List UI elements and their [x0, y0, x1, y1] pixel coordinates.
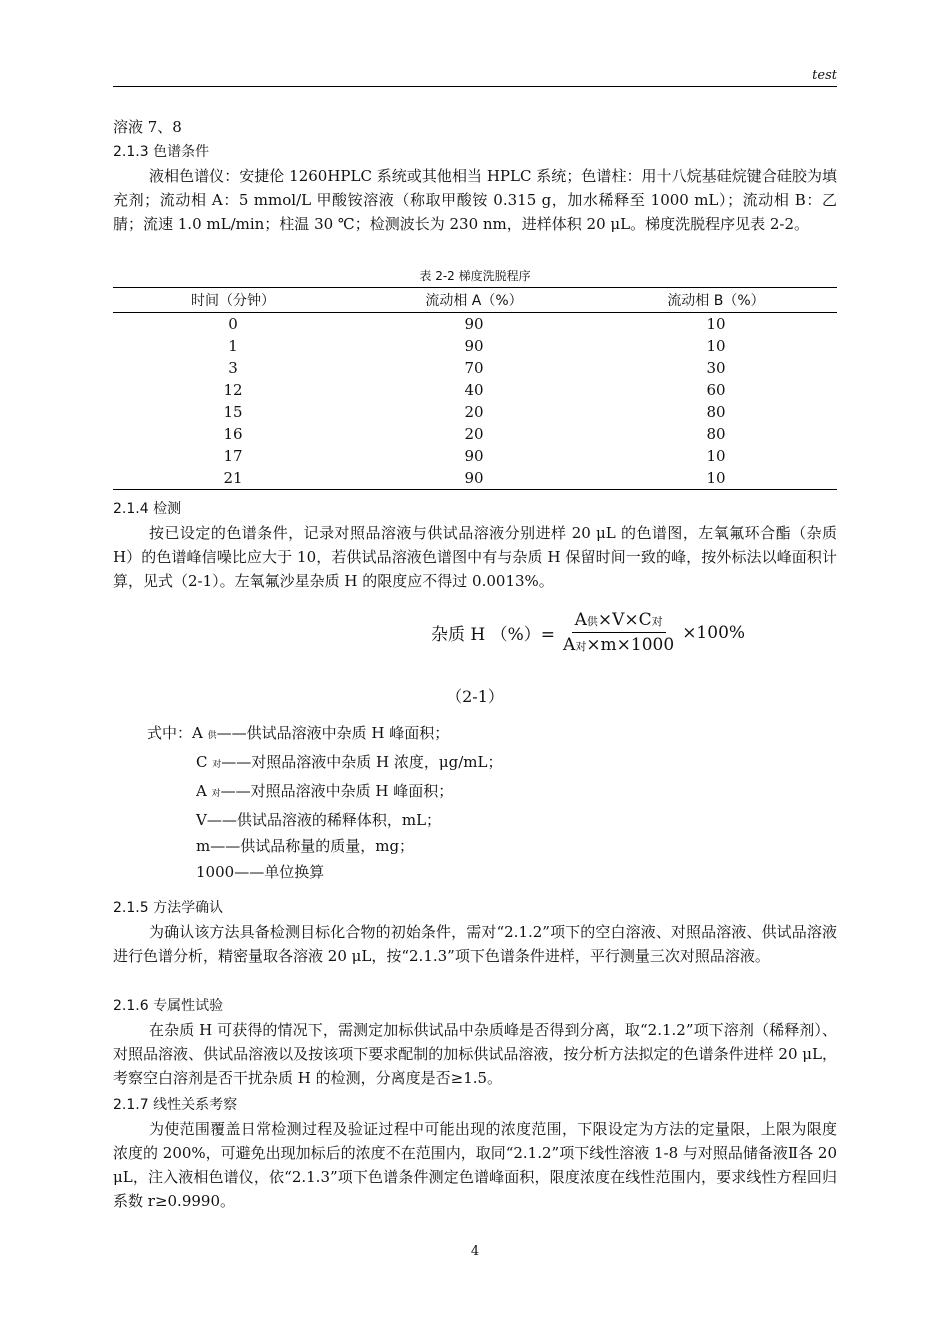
definition-text: ——供试品称量的质量，mg； — [210, 837, 415, 855]
table-caption: 表 2-2 梯度洗脱程序 — [419, 269, 531, 283]
variable-definitions — [147, 720, 503, 885]
definition-text: ——单位换算 — [234, 863, 325, 881]
page-number: 4 — [470, 1244, 480, 1259]
table-cell: 15 — [223, 403, 243, 421]
table-row — [113, 357, 837, 379]
table-row — [113, 423, 837, 445]
table-cell: 40 — [464, 381, 484, 399]
definition-symbol: m — [196, 837, 211, 855]
gradient-table — [113, 287, 837, 490]
denominator-a: A — [563, 635, 576, 655]
definition-text: ——供试品溶液的稀释体积，mL； — [206, 811, 442, 829]
definition-symbol: 1000 — [196, 863, 235, 881]
formula-tail: ×100% — [682, 622, 746, 643]
definition-row — [147, 859, 503, 885]
numerator-rest: ×V×C — [597, 610, 652, 630]
table-cell: 30 — [706, 359, 726, 377]
table-row — [113, 445, 837, 467]
column-header-time: 时间（分钟） — [113, 288, 353, 313]
definition-subscript: 供 — [207, 731, 217, 741]
table-cell: 16 — [223, 425, 243, 443]
definition-text: ——对照品溶液中杂质 H 浓度，μg/mL； — [221, 753, 503, 771]
definition-subscript: 对 — [212, 760, 222, 770]
definition-row — [147, 807, 503, 833]
column-header-phase-a: 流动相 A（%） — [353, 288, 595, 313]
numerator-a-subscript: 供 — [586, 615, 598, 628]
table-cell: 10 — [595, 467, 837, 490]
numerator-a: A — [574, 610, 587, 630]
denominator-a-subscript: 对 — [575, 640, 587, 653]
definition-symbol: A — [196, 782, 207, 800]
paragraph-2-1-7: 为使范围覆盖日常检测过程及验证过程中可能出现的浓度范围，下限设定为方法的定量限，上限为限度浓度的 200%，可避免出现加标后的浓度不在范围内，取同“2.1.2”项下线性溶液 1-8 与对照品储备液Ⅱ各 20 μL，注入液相色谱仪，依“2.1.3”项下色谱条件测定色谱峰面积，限度浓度在线性范围内，要求线性方程回归系数 r≥0.9990。 — [113, 1120, 837, 1210]
table-cell: 80 — [706, 403, 726, 421]
table-row — [113, 335, 837, 357]
numerator-c-subscript: 对 — [651, 615, 663, 628]
formula-numerator — [572, 610, 666, 633]
definition-text: ——对照品溶液中杂质 H 峰面积； — [220, 782, 454, 800]
table-cell: 70 — [464, 359, 484, 377]
paragraph-2-1-6: 在杂质 H 可获得的情况下，需测定加标供试品中杂质峰是否得到分离，取“2.1.2”项下溶剂（稀释剂）、对照品溶液、供试品溶液以及按该项下要求配制的加标供试品溶液，按分析方法拟定的色谱条件进样 20 μL，考察空白溶剂是否干扰杂质 H 的检测，分离度是否≥1.5。 — [113, 1021, 837, 1087]
table-row — [113, 401, 837, 423]
definition-symbol: V — [196, 811, 207, 829]
table-cell: 80 — [706, 425, 726, 443]
definition-row — [147, 720, 503, 749]
paragraph-2-1-5: 为确认该方法具备检测目标化合物的初始条件，需对“2.1.2”项下的空白溶液、对照品溶液、供试品溶液进行色谱分析，精密量取各溶液 20 μL，按“2.1.3”项下色谱条件进样，平行测量三次对照品溶液。 — [113, 923, 837, 965]
table-cell: 10 — [706, 447, 726, 465]
definition-row — [147, 749, 503, 778]
heading-2-1-7: 2.1.7 线性关系考察 — [113, 1097, 238, 1113]
paragraph-2-1-4: 按已设定的色谱条件，记录对照品溶液与供试品溶液分别进样 20 μL 的色谱图，左氧氟环合酯（杂质 H）的色谱峰信噪比应大于 10，若供试品溶液色谱图中有与杂质 H 保留时间一致的峰，按外标法以峰面积计算，见式（2-1）。左氧氟沙星杂质 H 的限度应不得过 0.0013%。 — [113, 524, 837, 590]
table-cell: 12 — [223, 381, 243, 399]
formula-denominator — [560, 633, 677, 655]
formula-fraction — [560, 610, 677, 655]
impurity-formula — [431, 610, 745, 655]
table-row — [113, 379, 837, 401]
table-cell: 0 — [228, 315, 238, 333]
table-header-row — [113, 288, 837, 313]
equation-number: （2-1） — [446, 687, 504, 706]
table-cell: 90 — [464, 337, 484, 355]
table-cell: 10 — [706, 337, 726, 355]
table-cell: 90 — [353, 467, 595, 490]
table-cell: 1 — [228, 337, 238, 355]
table-cell: 17 — [223, 447, 243, 465]
previous-section-tail: 溶液 7、8 — [113, 118, 182, 136]
definition-lead: 式中： — [147, 724, 193, 742]
definition-row — [147, 833, 503, 859]
table-cell: 21 — [113, 467, 353, 490]
definition-row — [147, 778, 503, 807]
definition-symbol: C — [196, 753, 208, 771]
paragraph-2-1-3: 液相色谱仪：安捷伦 1260HPLC 系统或其他相当 HPLC 系统；色谱柱：用十八烷基硅烷键合硅胶为填充剂；流动相 A：5 mmol/L 甲酸铵溶液（称取甲酸铵 0.315 g，加水稀释至 1000 mL）；流动相 B：乙腈；流速 1.0 mL/min；柱温 30 ℃；检测波长为 230 nm，进样体积 20 μL。梯度洗脱程序见表 2-2。 — [113, 167, 837, 233]
heading-2-1-3: 2.1.3 色谱条件 — [113, 144, 210, 160]
heading-2-1-4: 2.1.4 检测 — [113, 501, 182, 517]
heading-2-1-6: 2.1.6 专属性试验 — [113, 998, 224, 1014]
definition-subscript: 对 — [211, 789, 221, 799]
table-cell: 20 — [464, 425, 484, 443]
header-rule — [113, 86, 837, 87]
table-row — [113, 467, 837, 490]
table-cell: 90 — [464, 315, 484, 333]
denominator-rest: ×m×1000 — [586, 635, 675, 655]
column-header-phase-b: 流动相 B（%） — [595, 288, 837, 313]
running-header: test — [812, 68, 837, 83]
table-cell: 10 — [706, 315, 726, 333]
table-cell: 90 — [464, 447, 484, 465]
table-cell: 60 — [706, 381, 726, 399]
formula-lhs: 杂质 H （%）= — [431, 625, 556, 645]
definition-symbol: A — [192, 724, 203, 742]
definition-text: ——供试品溶液中杂质 H 峰面积； — [216, 724, 450, 742]
heading-2-1-5: 2.1.5 方法学确认 — [113, 900, 224, 916]
table-cell: 3 — [228, 359, 238, 377]
table-row — [113, 313, 837, 336]
table-cell: 20 — [464, 403, 484, 421]
